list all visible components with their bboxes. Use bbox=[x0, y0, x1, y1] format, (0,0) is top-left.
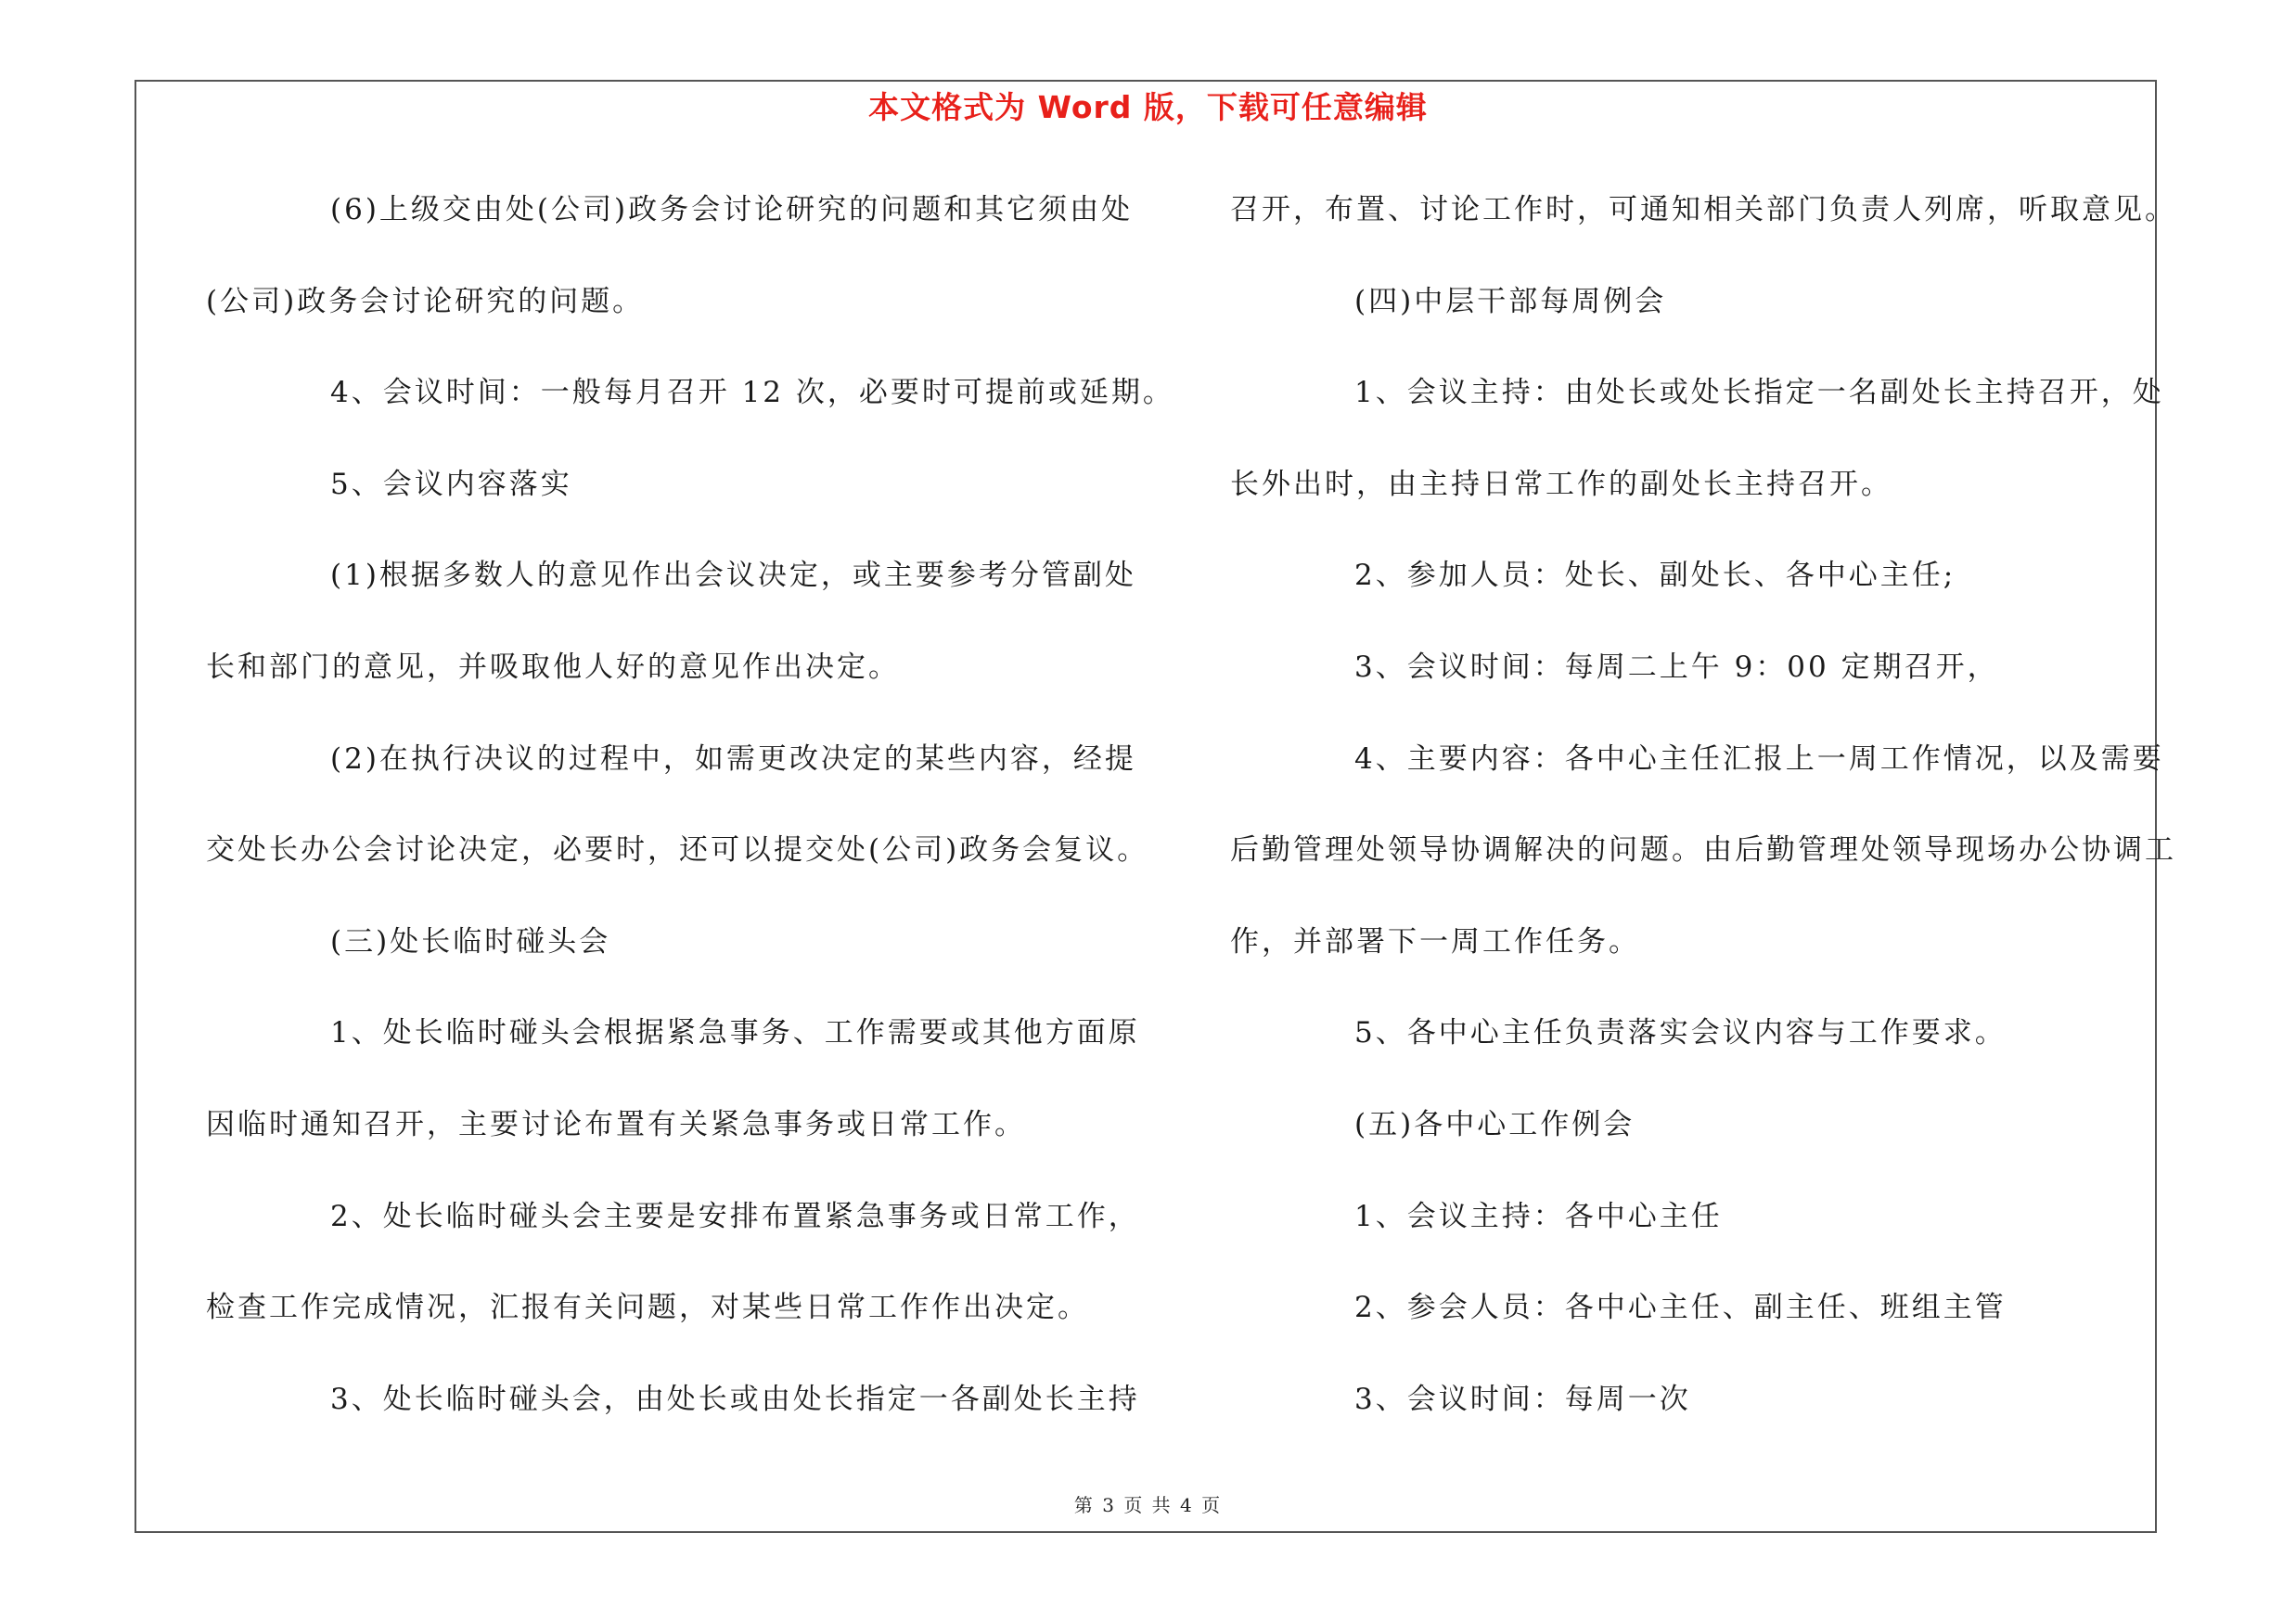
text-line: 2、参加人员：处长、副处长、各中心主任; bbox=[1354, 559, 1956, 593]
text-line: 4、主要内容：各中心主任汇报上一周工作情况，以及需要 bbox=[1354, 741, 2164, 776]
text-line: 后勤管理处领导协调解决的问题。由后勤管理处领导现场办公协调工 bbox=[1230, 833, 2176, 868]
text-line: 2、参会人员：各中心主任、副主任、班组主管 bbox=[1354, 1291, 2007, 1325]
section-heading: (五)各中心工作例会 bbox=[1354, 1107, 1635, 1141]
text-line: 召开，布置、讨论工作时，可通知相关部门负责人列席，听取意见。 bbox=[1230, 193, 2176, 226]
text-line: 2、处长临时碰头会主要是安排布置紧急事务或日常工作， bbox=[330, 1199, 1140, 1233]
text-line: 5、会议内容落实 bbox=[330, 467, 572, 501]
text-line: 5、各中心主任负责落实会议内容与工作要求。 bbox=[1354, 1016, 2007, 1050]
section-heading: (三)处长临时碰头会 bbox=[330, 924, 611, 959]
text-line: 检查工作完成情况，汇报有关问题，对某些日常工作作出决定。 bbox=[206, 1291, 1089, 1325]
left-column bbox=[206, 182, 1174, 1462]
word-format-banner: 本文格式为 Word 版，下载可任意编辑 bbox=[868, 89, 1428, 125]
text-line: 4、会议时间：一般每月召开 12 次，必要时可提前或延期。 bbox=[330, 376, 1174, 410]
text-line: 1、处长临时碰头会根据紧急事务、工作需要或其他方面原 bbox=[330, 1016, 1140, 1050]
text-line: 3、会议时间：每周一次 bbox=[1354, 1382, 1691, 1416]
text-line: (1)根据多数人的意见作出会议决定，或主要参考分管副处 bbox=[330, 559, 1136, 593]
text-line: 3、会议时间：每周二上午 9：00 定期召开， bbox=[1354, 650, 1999, 684]
text-line: 3、处长临时碰头会，由处长或由处长指定一各副处长主持 bbox=[330, 1382, 1140, 1416]
right-column bbox=[1230, 182, 2176, 1462]
text-line: 长和部门的意见，并吸取他人好的意见作出决定。 bbox=[206, 650, 900, 684]
text-line: 交处长办公会讨论决定，必要时，还可以提交处(公司)政务会复议。 bbox=[206, 833, 1149, 868]
text-line: 作，并部署下一周工作任务。 bbox=[1230, 924, 1640, 959]
text-line: 1、会议主持：由处长或处长指定一名副处长主持召开，处 bbox=[1354, 376, 2164, 410]
section-heading: (四)中层干部每周例会 bbox=[1354, 284, 1667, 318]
text-line: 长外出时，由主持日常工作的副处长主持召开。 bbox=[1230, 467, 1892, 501]
text-line: (2)在执行决议的过程中，如需更改决定的某些内容，经提 bbox=[330, 741, 1136, 776]
text-line: (6)上级交由处(公司)政务会讨论研究的问题和其它须由处 bbox=[330, 193, 1134, 226]
text-line: (公司)政务会讨论研究的问题。 bbox=[206, 284, 645, 318]
text-line: 因临时通知召开，主要讨论布置有关紧急事务或日常工作。 bbox=[206, 1107, 1026, 1141]
text-line: 1、会议主持：各中心主任 bbox=[1354, 1199, 1723, 1233]
page-number-footer: 第 3 页 共 4 页 bbox=[1073, 1494, 1223, 1516]
